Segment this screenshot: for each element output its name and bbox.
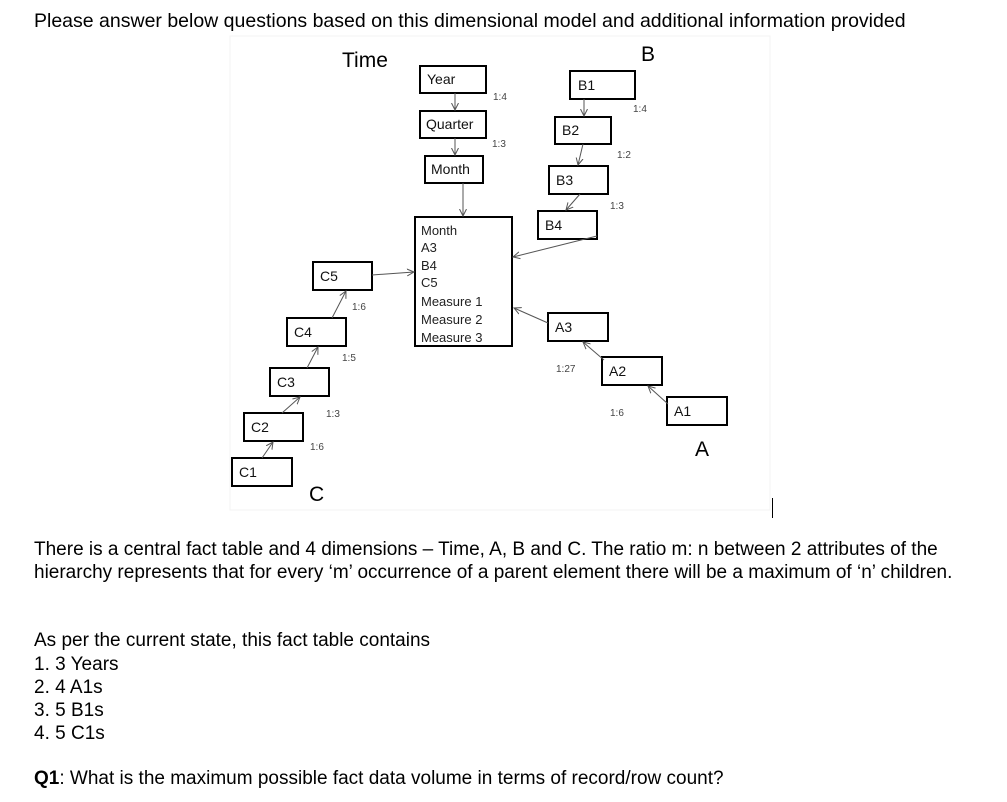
a3-label: A3: [555, 319, 573, 335]
month-label: Month: [431, 161, 470, 177]
fact-item-years: 1. 3 Years: [34, 654, 119, 675]
b2-label: B2: [562, 122, 580, 138]
quarter-label: Quarter: [426, 116, 474, 132]
fact-item-a1s: 2. 4 A1s: [34, 677, 103, 698]
ratio-a1-a2: 1:6: [610, 408, 624, 419]
question-text: : What is the maximum possible fact data volume in terms of record/row count?: [59, 768, 724, 789]
time-dimension-title: Time: [342, 49, 388, 72]
a-dimension-title: A: [695, 438, 710, 461]
ratio-quarter-month: 1:3: [492, 139, 506, 150]
b1-label: B1: [578, 77, 596, 93]
b-dimension-title: B: [641, 43, 656, 66]
ratio-year-quarter: 1:4: [493, 92, 507, 103]
fact-line-a3: A3: [421, 240, 437, 255]
ratio-b3-b4: 1:3: [610, 201, 624, 212]
fact-line-c5: C5: [421, 275, 438, 290]
c4-label: C4: [294, 324, 312, 340]
b4-label: B4: [545, 217, 563, 233]
question-label: Q1: [34, 768, 60, 789]
fact-line-b4: B4: [421, 258, 437, 273]
ratio-b1-b2: 1:4: [633, 104, 647, 115]
intro-text: Please answer below questions based on this dimensional model and additional information provided: [34, 10, 906, 32]
c2-label: C2: [251, 419, 269, 435]
ratio-c1-c2: 1:6: [310, 442, 324, 453]
facts-list: [34, 653, 119, 745]
fact-line-measure-2: Measure 2: [421, 312, 483, 327]
year-label: Year: [427, 71, 456, 87]
c-dimension-title: C: [309, 483, 325, 506]
text-cursor: [772, 498, 773, 518]
ratio-c4-c5: 1:6: [352, 302, 366, 313]
b3-label: B3: [556, 172, 574, 188]
description-paragraph: There is a central fact table and 4 dimensions – Time, A, B and C. The ratio m: n between 2 attributes of the hierarchy represents that for every ‘m’ occurrence of a parent element there will be a maximum of ‘n’ children.: [34, 539, 953, 583]
fact-line-month: Month: [421, 223, 458, 238]
fact-item-b1s: 3. 5 B1s: [34, 700, 104, 721]
ratio-c2-c3: 1:3: [326, 409, 340, 420]
a2-label: A2: [609, 363, 627, 379]
question-q1: [34, 768, 724, 790]
facts-heading: As per the current state, this fact table contains: [34, 630, 431, 651]
ratio-a2-a3: 1:27: [556, 364, 576, 375]
fact-line-measure-3: Measure 3: [421, 330, 483, 345]
c1-label: C1: [239, 464, 257, 480]
c5-label: C5: [320, 268, 338, 284]
ratio-b2-b3: 1:2: [617, 150, 631, 161]
ratio-c3-c4: 1:5: [342, 353, 356, 364]
a1-label: A1: [674, 403, 692, 419]
fact-item-c1s: 4. 5 C1s: [34, 723, 105, 744]
fact-line-measure-1: Measure 1: [421, 294, 483, 309]
c3-label: C3: [277, 374, 295, 390]
